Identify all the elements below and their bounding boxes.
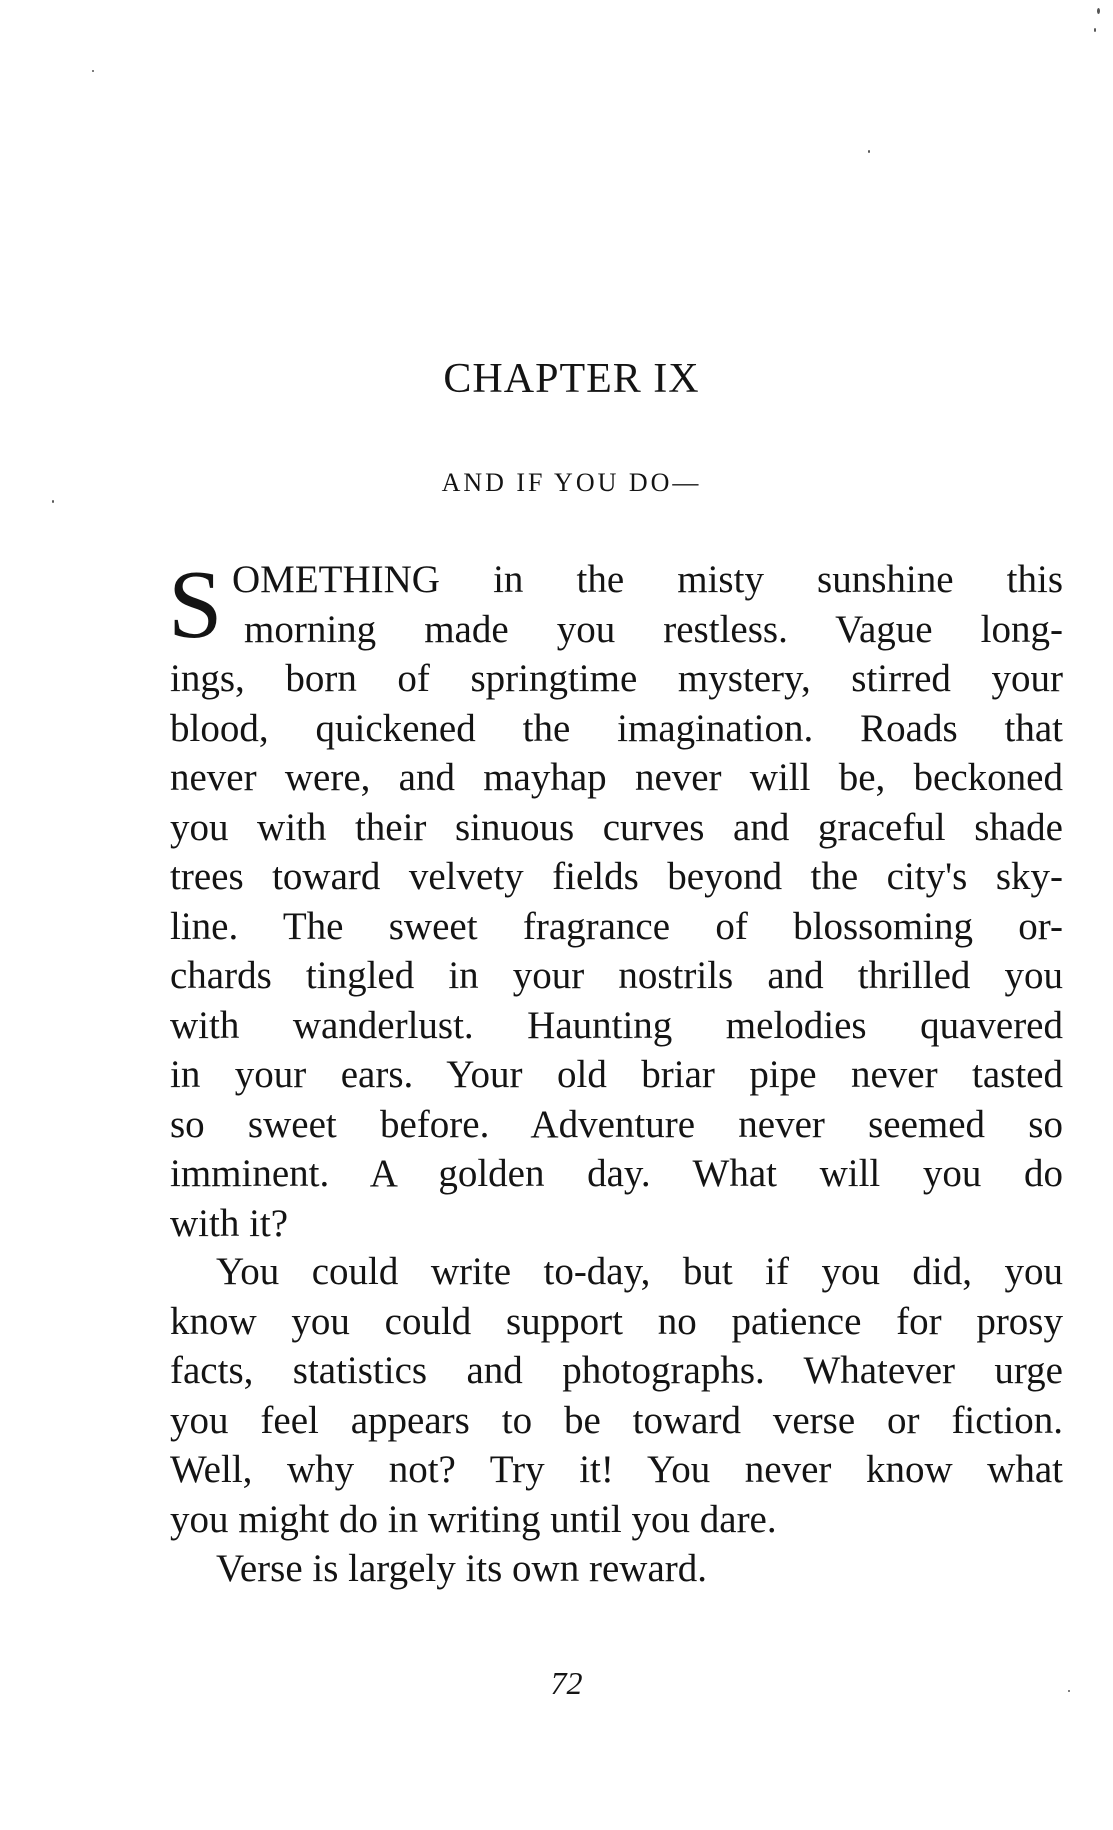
text-line: Well, why not? Try it! You never know what xyxy=(170,1448,1063,1491)
text-line: ings, born of springtime mystery, stirred your xyxy=(170,657,1063,700)
text-line: OMETHING in the misty sunshine this xyxy=(232,558,1063,601)
chapter-heading: CHAPTER IX xyxy=(443,356,700,402)
text-line: you with their sinuous curves and graceful shade xyxy=(170,805,1063,849)
text-line: You could write to-day, but if you did, you xyxy=(216,1250,1063,1293)
scan-speck xyxy=(1068,1690,1070,1692)
scan-speck xyxy=(1097,8,1100,14)
scan-speck xyxy=(1094,28,1096,32)
text-line: so sweet before. Adventure never seemed so xyxy=(170,1102,1063,1146)
text-line: know you could support no patience for prosy xyxy=(170,1299,1063,1343)
text-line: with wanderlust. Haunting melodies quavered xyxy=(170,1003,1063,1047)
text-line: blood, quickened the imagination. Roads that xyxy=(170,706,1063,750)
text-line: imminent. A golden day. What will you do xyxy=(170,1152,1063,1195)
text-line: you feel appears to be toward verse or fiction. xyxy=(170,1398,1063,1442)
paragraph-3 xyxy=(170,1544,1063,1594)
text-line: you might do in writing until you dare. xyxy=(170,1497,777,1541)
text-line: facts, statistics and photographs. Whatever urge xyxy=(170,1349,1063,1392)
text-line: Verse is largely its own reward. xyxy=(216,1547,707,1590)
drop-cap: S xyxy=(168,551,223,659)
text-line: never were, and mayhap never will be, beckoned xyxy=(170,756,1063,799)
text-line: in your ears. Your old briar pipe never tasted xyxy=(170,1053,1063,1096)
scan-speck xyxy=(868,150,870,153)
text-line: line. The sweet fragrance of blossoming or- xyxy=(170,904,1063,948)
text-line: chards tingled in your nostrils and thrilled you xyxy=(170,954,1063,997)
paragraph-1 xyxy=(168,551,1063,1248)
page-number: 72 xyxy=(550,1665,583,1701)
scan-speck xyxy=(92,70,94,72)
text-line: morning made you restless. Vague long- xyxy=(244,607,1063,651)
text-line: with it? xyxy=(170,1201,289,1245)
paragraph-2 xyxy=(170,1247,1063,1544)
chapter-subtitle: AND IF YOU DO— xyxy=(441,468,702,497)
text-line: trees toward velvety fields beyond the city's sky- xyxy=(170,855,1063,898)
scan-speck xyxy=(52,500,54,503)
